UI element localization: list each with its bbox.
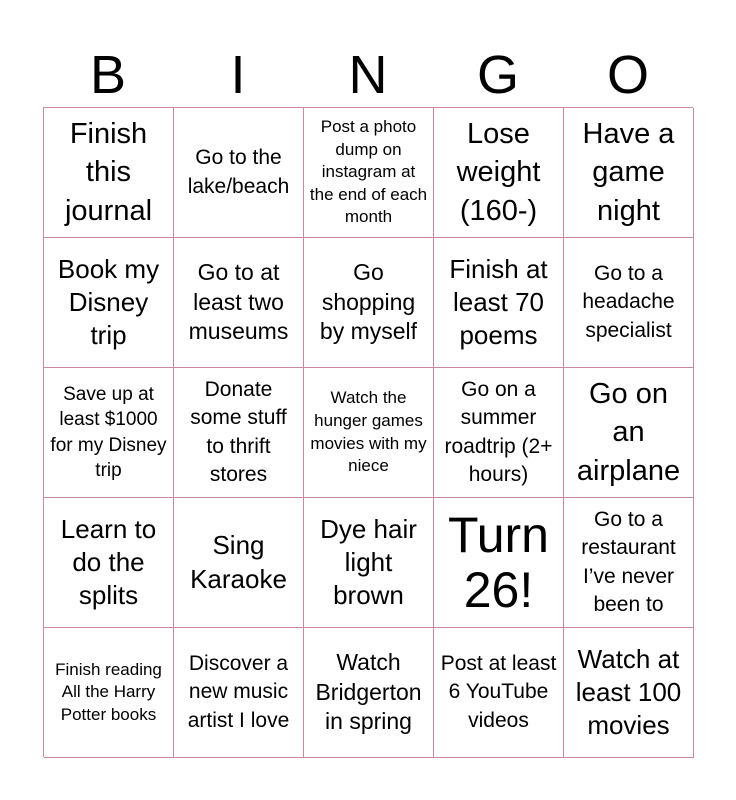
bingo-board (43, 107, 693, 757)
cell-text: Turn 26! (448, 506, 549, 618)
cell-text: Learn to do the splits (60, 513, 157, 611)
bingo-cell[interactable] (564, 498, 694, 628)
cell-text: Finish this journal (64, 117, 153, 227)
cell-text: Lose weight (160-) (456, 117, 541, 227)
bingo-cell[interactable] (174, 368, 304, 498)
header-letter-o: O (606, 45, 649, 105)
bingo-cell[interactable] (564, 238, 694, 368)
bingo-cell[interactable] (564, 628, 694, 758)
bingo-cell[interactable] (174, 238, 304, 368)
bingo-cell[interactable] (304, 238, 434, 368)
header-letter-g: G (476, 45, 519, 105)
bingo-cell[interactable] (304, 628, 434, 758)
bingo-cell[interactable] (44, 108, 174, 238)
cell-text: Go to at least two museums (188, 258, 289, 345)
bingo-cell[interactable] (44, 628, 174, 758)
bingo-cell[interactable] (174, 108, 304, 238)
cell-text: Book my Disney trip (57, 253, 160, 351)
bingo-cell[interactable] (564, 368, 694, 498)
cell-text: Sing Karaoke (190, 530, 287, 594)
bingo-cell[interactable] (434, 108, 564, 238)
cell-text: Watch the hunger games movies with my niece (310, 388, 427, 476)
bingo-cell[interactable] (434, 238, 564, 368)
cell-text: Donate some stuff to thrift stores (190, 377, 287, 486)
bingo-cell[interactable] (44, 368, 174, 498)
bingo-cell[interactable] (174, 498, 304, 628)
cell-text: Go on an airplane (576, 377, 681, 487)
bingo-cell[interactable] (174, 628, 304, 758)
cell-text: Have a game night (582, 117, 675, 227)
cell-text: Watch Bridgerton in spring (315, 648, 422, 735)
bingo-cell[interactable] (434, 368, 564, 498)
cell-text: Post a photo dump on instagram at the end of each month (309, 116, 428, 227)
cell-text: Finish reading All the Harry Potter books (55, 659, 162, 724)
bingo-cell[interactable] (434, 498, 564, 628)
cell-text: Go to the lake/beach (187, 146, 290, 198)
cell-text: Discover a new music artist I love (187, 651, 290, 732)
cell-text: Save up at least $1000 for my Disney trip (50, 383, 167, 481)
header-letter-i: I (230, 45, 246, 105)
bingo-cell[interactable] (304, 108, 434, 238)
header-letter-b: B (89, 45, 127, 105)
cell-text: Go to a restaurant I’ve never been to (581, 507, 676, 616)
cell-text: Watch at least 100 movies (575, 643, 682, 741)
cell-text: Dye hair light brown (320, 513, 417, 611)
bingo-cell[interactable] (564, 108, 694, 238)
bingo-cell[interactable] (304, 498, 434, 628)
cell-text: Go shopping by myself (319, 258, 418, 345)
cell-text: Finish at least 70 poems (449, 253, 548, 351)
bingo-cell[interactable] (434, 628, 564, 758)
cell-text: Post at least 6 YouTube videos (440, 651, 557, 732)
header-letter-n: N (348, 45, 388, 105)
cell-text: Go to a headache specialist (582, 261, 675, 342)
cell-text: Go on a summer roadtrip (2+ hours) (444, 377, 553, 486)
bingo-cell[interactable] (44, 238, 174, 368)
bingo-cell[interactable] (304, 368, 434, 498)
bingo-header (43, 45, 693, 105)
bingo-cell[interactable] (44, 498, 174, 628)
